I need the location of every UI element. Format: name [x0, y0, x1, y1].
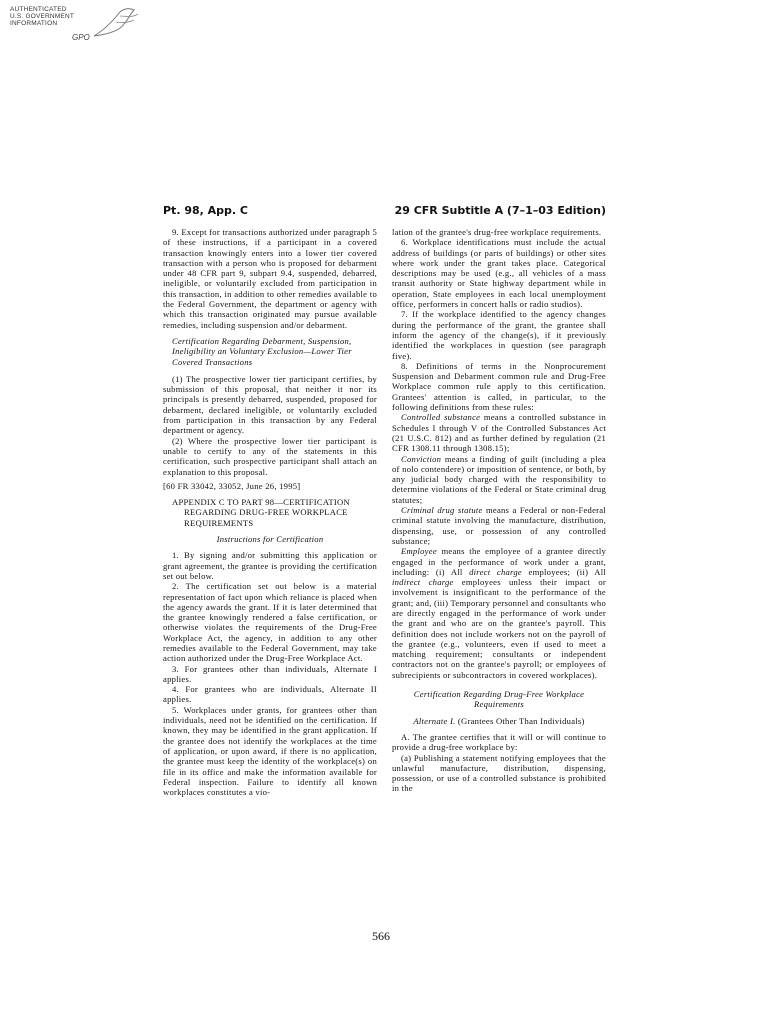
stamp-line-1: AUTHENTICATED	[10, 6, 67, 13]
term-direct-charge: direct charge	[469, 566, 522, 577]
instruction-3: 3. For grantees other than individuals, Alternate I applies.	[163, 663, 377, 684]
appendix-heading-line-3: REQUIREMENTS	[184, 517, 254, 528]
certification-item-2: (2) Where the prospective lower tier participant is unable to certify to any of the statements in this certification, such prospective participant shall attach an explanation to this proposal.	[163, 435, 377, 477]
instruction-6: 6. Workplace identifications must include the actual address of buildings (or parts of buildings) or other sites where work under the grant takes place. Categorical descriptions may be used (e.g., all vehicles of a mass transit authority or State highway department while in operation, State employees in each local unemployment office, performers in concert halls or radio studios).	[392, 237, 606, 310]
stamp-gpo: GPO	[72, 33, 90, 42]
instruction-4: 4. For grantees who are individuals, Alternate II applies.	[163, 684, 377, 705]
term-controlled-substance: Controlled substance	[401, 412, 481, 423]
instruction-7: 7. If the workplace identified to the agency changes during the performance of the grant, the grantee shall inform the agency of the change(s), if it previously identified the workplaces in question (see paragraph five).	[392, 309, 606, 361]
right-column	[392, 227, 606, 794]
header-edition-label: 29 CFR Subtitle A (7–1–03 Edition)	[394, 204, 606, 217]
definition-controlled-substance	[392, 412, 606, 453]
definition-employee	[392, 546, 606, 680]
term-employee: Employee	[401, 546, 437, 557]
stamp-line-2: U.S. GOVERNMENT	[10, 13, 75, 20]
definition-text: means a controlled substance in Schedules I through V of the Controlled Substances Act (21 U.S.C. 812) and as further defined by regulation (21 CFR 1308.11 through 1308.15);	[392, 412, 606, 454]
instructions-heading: Instructions for Certification	[216, 534, 324, 545]
appendix-heading-line-2: REGARDING DRUG-FREE WORKPLACE	[184, 507, 348, 518]
stamp-line-3: INFORMATION	[10, 20, 58, 27]
eagle-seal-icon	[90, 6, 146, 40]
page-number: 566	[372, 929, 390, 943]
instruction-2: 2. The certification set out below is a material representation of fact upon which reliance is placed when the agency awards the grant. If it is later determined that the grantee knowingly rendered a false certification, or otherwise violates the requirements of the Drug-Free Workplace Act, the agency, in addition to any other remedies available to the Federal Government, may take action authorized under the Drug-Free Workplace Act.	[163, 581, 377, 664]
running-header	[163, 204, 606, 220]
appendix-c-heading	[163, 497, 377, 528]
term-conviction: Conviction	[401, 453, 442, 464]
definition-text: means a finding of guilt (including a plea of nolo contendere) or imposition of sentence, or both, by any judicial body charged with the responsibility to determine violations of the Federal or State criminal drug statutes;	[392, 453, 606, 505]
instruction-8: 8. Definitions of terms in the Nonprocurement Suspension and Debarment common rule and Drug-Free Workplace common rule apply to this certification. Grantees' attention is called, in particular, to the following definitions from these rules:	[392, 360, 606, 413]
federal-register-citation: [60 FR 33042, 33052, June 26, 1995]	[163, 480, 301, 491]
paragraph-9: 9. Except for transactions authorized under paragraph 5 of these instructions, if a participant in a covered transaction knowingly enters into a lower tier covered transaction with a person who is proposed for debarment under 48 CFR part 9, subpart 9.4, suspended, debarred, ineligible, or voluntarily excluded from participation in this transaction, in addition to other remedies available to the Federal Government, the department or agency with which this transaction originated may pursue available remedies, including suspension and/or debarment.	[163, 227, 377, 330]
alternate-label: Alternate I.	[413, 715, 456, 726]
paragraph-5-continued: lation of the grantee's drug-free workplace requirements.	[392, 227, 602, 237]
left-column	[163, 227, 377, 797]
alternate-i-heading	[392, 716, 606, 726]
certification-item-1: (1) The prospective lower tier participant certifies, by submission of this proposal, that neither it nor its principals is presently debarred, suspended, proposed for debarment, declared ineligible, or voluntarily excluded from participation in this transaction by any Federal department or agency.	[163, 373, 377, 436]
paragraph-a-a: (a) Publishing a statement notifying employees that the unlawful manufacture, distribution, dispensing, possession, or use of a controlled substance is prohibited in the	[392, 752, 606, 794]
term-criminal-drug-statute: Criminal drug statute	[401, 505, 483, 516]
term-indirect-charge: indirect charge	[392, 577, 454, 588]
definition-text: means a Federal or non-Federal criminal statute involving the manufacture, distribution, dispensing, use, or possession of any controlled substance;	[392, 505, 606, 546]
definition-text: means the employee of a grantee directly engaged in the performance of work under a grant, including: (i) All	[392, 546, 606, 577]
header-part-label: Pt. 98, App. C	[163, 204, 248, 217]
definition-text: employees; (ii) All	[521, 566, 606, 577]
alternate-qualifier: (Grantees Other Than Individuals)	[455, 715, 585, 726]
definition-text: employees unless their impact or involvement is insignificant to the performance of the grant; and, (iii) Temporary personnel and consultants who are directly engaged in the performance of work under the grant and who are on the grantee's payroll. This definition does not include workers not on the payroll of the grantee (e.g., volunteers, even if used to meet a matching requirement; consultants or independent contractors not on the grantee's payroll; or employees of subrecipients or subcontractors in covered workplaces).	[392, 577, 606, 680]
paragraph-a: A. The grantee certifies that it will or will continue to provide a drug-free workplace by:	[392, 731, 606, 753]
definition-conviction	[392, 454, 606, 505]
definition-criminal-drug-statute	[392, 505, 606, 546]
certification-heading-drug-free: Certification Regarding Drug-Free Workplace Requirements	[413, 689, 585, 710]
certification-heading-debarment: Certification Regarding Debarment, Suspension, Ineligibility an Voluntary Exclusion—Lower Tier Covered Transactions	[172, 335, 352, 367]
gpo-authentication-stamp	[10, 6, 145, 48]
instruction-1: 1. By signing and/or submitting this application or grant agreement, the grantee is providing the certification set out below.	[163, 550, 377, 581]
instruction-5: 5. Workplaces under grants, for grantees other than individuals, need not be identified on the certification. If known, they may be identified in the grant application. If the grantee does not identify the workplaces at the time of application, or upon award, if there is no application, the grantee must keep the identity of the workplace(s) on file in its office and make the information available for Federal inspection. Failure to identify all known workplaces constitutes a vio-	[163, 704, 377, 798]
appendix-heading-line-1: APPENDIX C TO PART 98—CERTIFICATION	[172, 497, 350, 508]
